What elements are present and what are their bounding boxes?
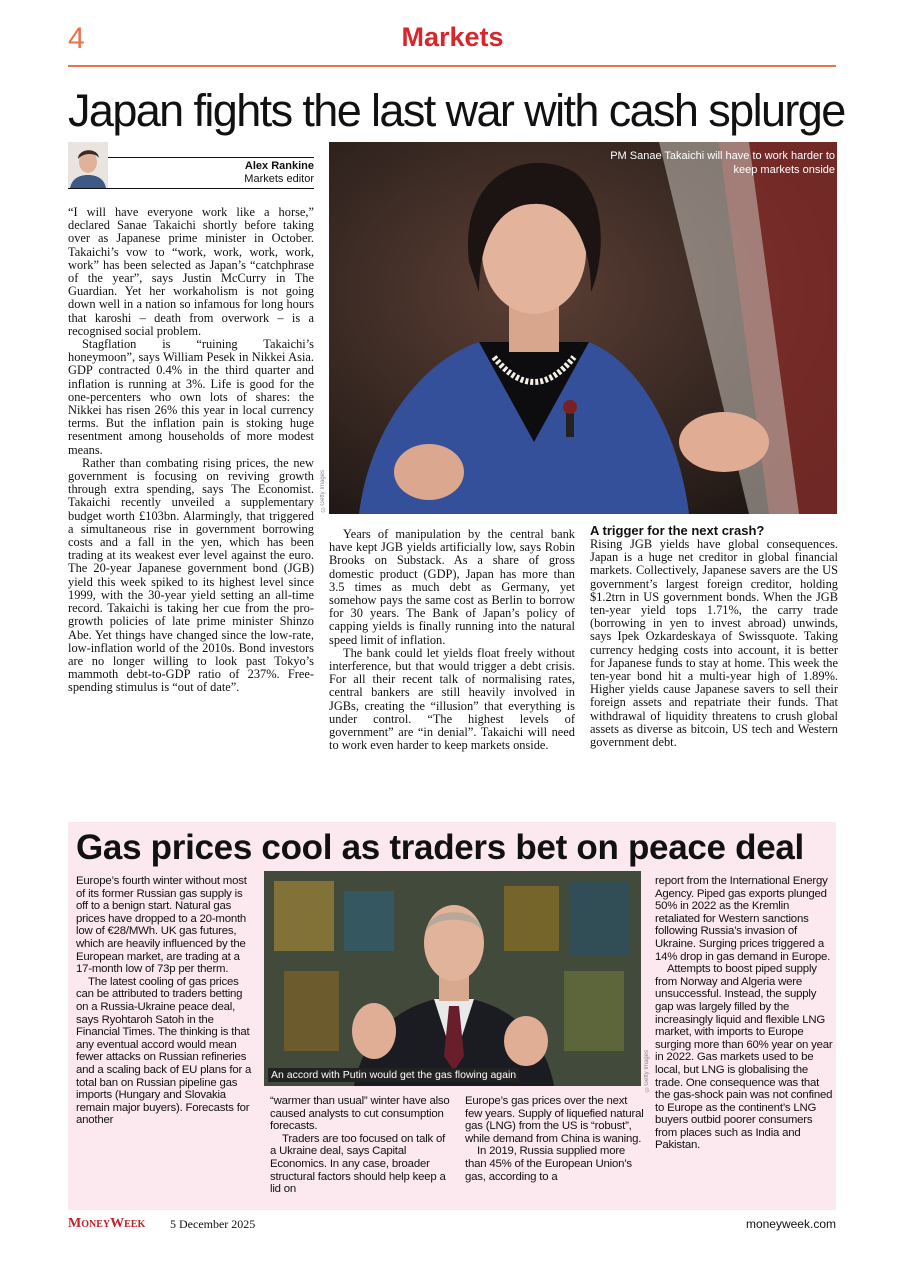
author-role: Markets editor [244, 173, 314, 185]
article-paragraph: Rising JGB yields have global consequences. Japan is a huge net creditor in global financial markets. Collectively, Japanese savers are the US government’s largest foreign creditor, holding $1.2trn in US government bonds. When the JGB ten-year yield tops 1.71%, the carry trade (borrowing in yen to invest abroad) unwinds, says Ipek Ozkardeskaya of Swissquote. Taking currency hedging costs into account, it is better for Japanese funds to stay at home. This week the ten-year bond hit a multi-year high of 1.89%. Higher yields cause Japanese savers to sell their foreign assets and repatriate their funds. That withdrawal of liquidity threatens to crush global assets as diverse as bitcoin, US tech and Western government debt. [590, 537, 838, 750]
gas-photo-caption: An accord with Putin would get the gas flowing again [268, 1068, 519, 1082]
article-photo-credit: ©Getty Images [320, 470, 326, 512]
author-rule-bottom [68, 188, 314, 189]
gas-paragraph: Europe’s fourth winter without most of its former Russian gas supply is off to a benign start. Natural gas prices have dropped to a 20-month low of €28/MWh. UK gas futures, which are heavily influenced by the European market, are trading at a 17-month low of 73p per therm. [76, 875, 247, 976]
gas-paragraph: “warmer than usual” winter have also caused analysts to cut consumption forecasts. [270, 1095, 450, 1133]
gas-column-1 [76, 875, 254, 1127]
gas-column-3 [465, 1095, 645, 1183]
footer-website: moneyweek.com [745, 1217, 836, 1231]
article-paragraph: Years of manipulation by the central bank have kept JGB yields artificially low, says Robin Brooks on Substack. As a share of gross domestic product (GDP), Japan has more than 3.5 times as much debt as Germany, yet somehow pays the same cost as Berlin to borrow for 30 years. The Bank of Japan’s policy of capping yields is finally running into the natural speed limit of inflation. [329, 527, 575, 647]
article-column-1 [68, 206, 314, 695]
article-photo [329, 142, 837, 514]
article-paragraph: The bank could let yields float freely without interference, but that would trigger a debt crisis. For all their recent talk of normalising rates, central bankers are still heavily involved in JGBs, creating the “illusion” that everything is under control. “The highest levels of government” are “in denial”. Takaichi will need to work even harder to keep markets onside. [329, 645, 575, 753]
gas-headline: Gas prices cool as traders bet on peace deal [76, 828, 804, 867]
footer-date: 5 December 2025 [170, 1217, 256, 1231]
gas-paragraph: In 2019, Russia supplied more than 45% of the European Union’s gas, according to a [465, 1145, 632, 1183]
gas-column-2 [270, 1095, 450, 1196]
gas-photo-credit: ©Getty Images [644, 1050, 650, 1092]
author-rule [108, 157, 314, 158]
article-column-3 [590, 523, 838, 749]
article-headline: Japan fights the last war with cash splurge [68, 85, 845, 136]
gas-photo-illustration [264, 871, 641, 1086]
author-avatar [68, 142, 108, 188]
gas-paragraph: The latest cooling of gas prices can be attributed to traders betting on a Russia-Ukraine peace deal, says Ryohtaroh Satoh in the Financial Times. The thinking is that any eventual accord would mean fewer attacks on Russian refineries and a scaling back of EU plans for a total ban on Russian pipeline gas imports (Hungary and Slovakia remain major buyers). Forecasts for another [76, 975, 252, 1127]
gas-paragraph: Traders are too focused on talk of a Ukraine deal, says Capital Economics. In any case, broader structural factors should help keep a lid on [270, 1132, 446, 1196]
article-subheading: A trigger for the next crash? [590, 523, 765, 538]
footer-brand-logo: MoneyWeek [68, 1216, 146, 1231]
section-title: Markets [401, 22, 504, 52]
page-number: 4 [68, 22, 85, 55]
gas-column-4 [655, 875, 833, 1152]
article-paragraph: Rather than combating rising prices, the new government is focusing on reviving growth through extra spending, says The Economist. Takaichi recently unveiled a supplementary budget worth £103bn. Alarmingly, that triggered a simultaneous rise in government borrowing costs and a fall in the yen, which has been trading at its weakest ever level against the euro. The 20-year Japanese government bond (JGB) yield this week spiked to its highest level since 1999, with the 30-year yield setting an all-time record. Takaichi is taking her cue from the pro-growth policies of late prime minister Shinzo Abe. Yet things have changed since the low-rate, low-inflation world of the 2010s. Bond investors are no longer willing to look past Tokyo’s mammoth debt-to-GDP ratio of 237%. Free-spending stimulus is “out of date”. [68, 455, 314, 695]
author-name: Alex Rankine [244, 160, 314, 172]
article-paragraph: Stagflation is “ruining Takaichi’s honeymoon”, says William Pesek in Nikkei Asia. GDP contracted 0.4% in the third quarter and inflation is running at 3%. Life is good for the one-percenters who own lots of shares: the Nikkei has risen 26% this year in local currency terms. But the inflation pain is stoking huge resentment among households of more modest means. [68, 337, 314, 457]
gas-photo [264, 871, 641, 1086]
gas-paragraph: Europe’s gas prices over the next few years. Supply of liquefied natural gas (LNG) from the US is “robust”, while demand from China is waning. [465, 1095, 644, 1145]
article-paragraph: “I will have everyone work like a horse,” declared Sanae Takaichi shortly before taking over as Japanese prime minister in October. Takaichi’s vow to “work, work, work, work, work” has been selected as Japan’s “catchphrase of the year”, says Justin McCurry in The Guardian. Yet her workaholism is not going down well in a nation so infamous for long hours that karoshi – death from overwork – is a recognised social problem. [68, 205, 314, 338]
article-column-2 [329, 528, 575, 752]
gas-paragraph: Attempts to boost piped supply from Norway and Algeria were unsuccessful. Instead, the supply gap was largely filled by the increasingly liquid and flexible LNG market, with imports to Europe surging more than 60% year on year in 2022. Gas markets used to be local, but LNG is globalising the trade. One consequence was that the gas-shock pain was not confined to Europe as the continent’s LNG buyers outbid poorer consumers from places such as India and Pakistan. [655, 963, 833, 1152]
gas-paragraph: report from the International Energy Agency. Piped gas exports plunged 50% in 2022 as the Kremlin retaliated for Western sanctions following Russia’s invasion of Ukraine. Surging prices triggered a 14% drop in gas demand in Europe. [655, 875, 831, 963]
header-rule [68, 65, 836, 67]
article-photo-caption: PM Sanae Takaichi will have to work harder to keep markets onside [610, 150, 835, 176]
article-photo-illustration [329, 142, 837, 514]
